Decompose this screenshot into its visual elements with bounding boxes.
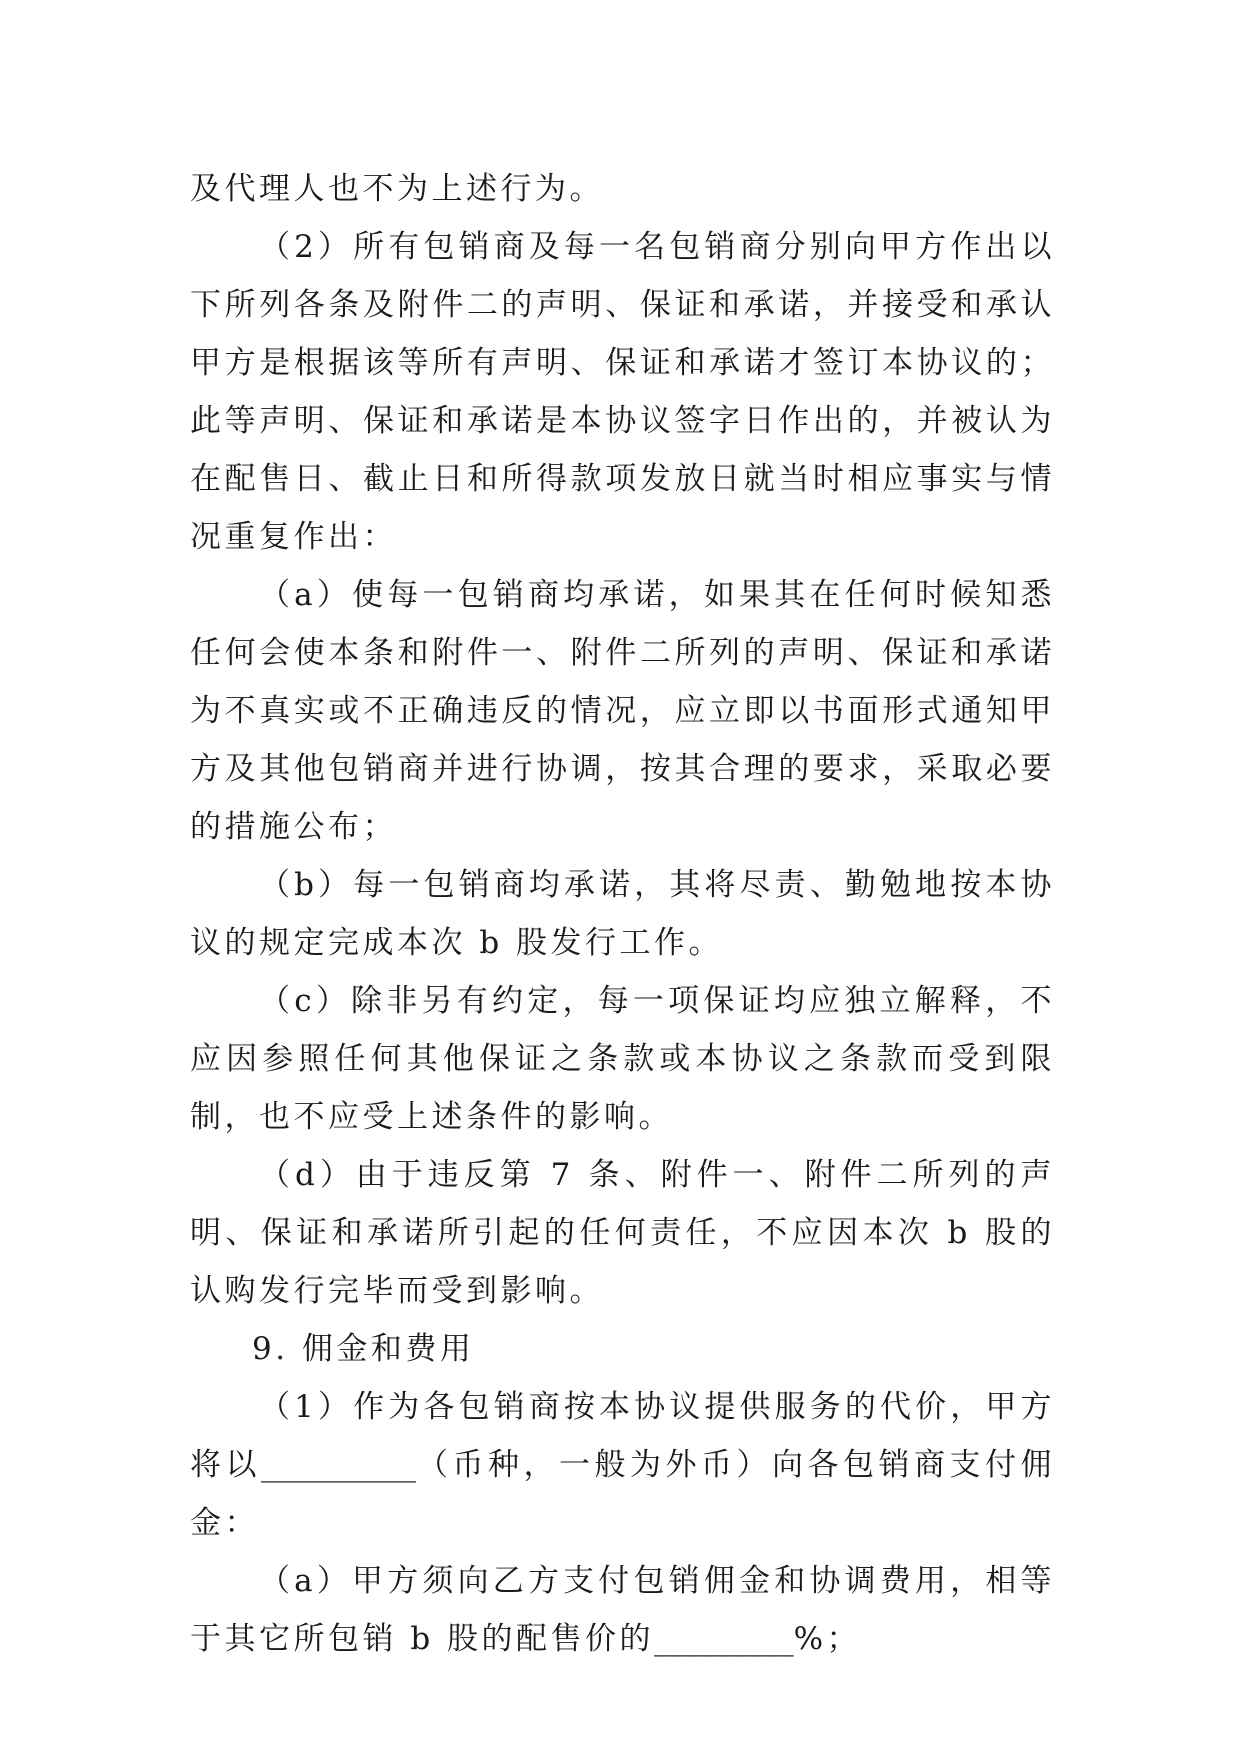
section-heading-commission: 9. 佣金和费用	[252, 1331, 475, 1367]
paragraph-clause-d: （d）由于违反第 7 条、附件一、附件二所列的声明、保证和承诺所引起的任何责任，不应因本次 b 股的认购发行完毕而受到影响。	[190, 1157, 1055, 1309]
commission-1-text-before: （1）作为各包销商按本协议提供服务的代价，甲方将以	[190, 1389, 1055, 1483]
paragraph-clause-c: （c）除非另有约定，每一项保证均应独立解释，不应因参照任何其他保证之条款或本协议之条款而受到限制，也不应受上述条件的影响。	[190, 983, 1055, 1135]
paragraph-clause-b: （b）每一包销商均承诺，其将尽责、勤勉地按本协议的规定完成本次 b 股发行工作。	[190, 867, 1055, 961]
commission-a-text-after: %；	[793, 1621, 862, 1657]
paragraph-commission-1	[190, 1378, 1055, 1552]
paragraph-clause-2: （2）所有包销商及每一名包销商分别向甲方作出以下所列各条及附件二的声明、保证和承诺，并接受和承认甲方是根据该等所有声明、保证和承诺才签订本协议的；此等声明、保证和承诺是本协议签字日作出的，并被认为在配售日、截止日和所得款项发放日就当时相应事实与情况重复作出：	[190, 229, 1055, 555]
paragraph-commission-a	[190, 1552, 1055, 1668]
paragraph-continuation: 及代理人也不为上述行为。	[190, 171, 604, 207]
percentage-blank: _________	[654, 1621, 794, 1657]
currency-blank: __________	[261, 1447, 416, 1483]
paragraph-clause-a: （a）使每一包销商均承诺，如果其在任何时候知悉任何会使本条和附件一、附件二所列的声明、保证和承诺为不真实或不正确违反的情况，应立即以书面形式通知甲方及其他包销商并进行协调，按其合理的要求，采取必要的措施公布；	[190, 577, 1055, 845]
commission-a-text-before: （a）甲方须向乙方支付包销佣金和协调费用，相等于其它所包销 b 股的配售价的	[190, 1563, 1055, 1657]
commission-1-text-after: （币种，一般为外币）向各包销商支付佣金：	[190, 1447, 1055, 1541]
document-body	[190, 160, 1055, 1668]
